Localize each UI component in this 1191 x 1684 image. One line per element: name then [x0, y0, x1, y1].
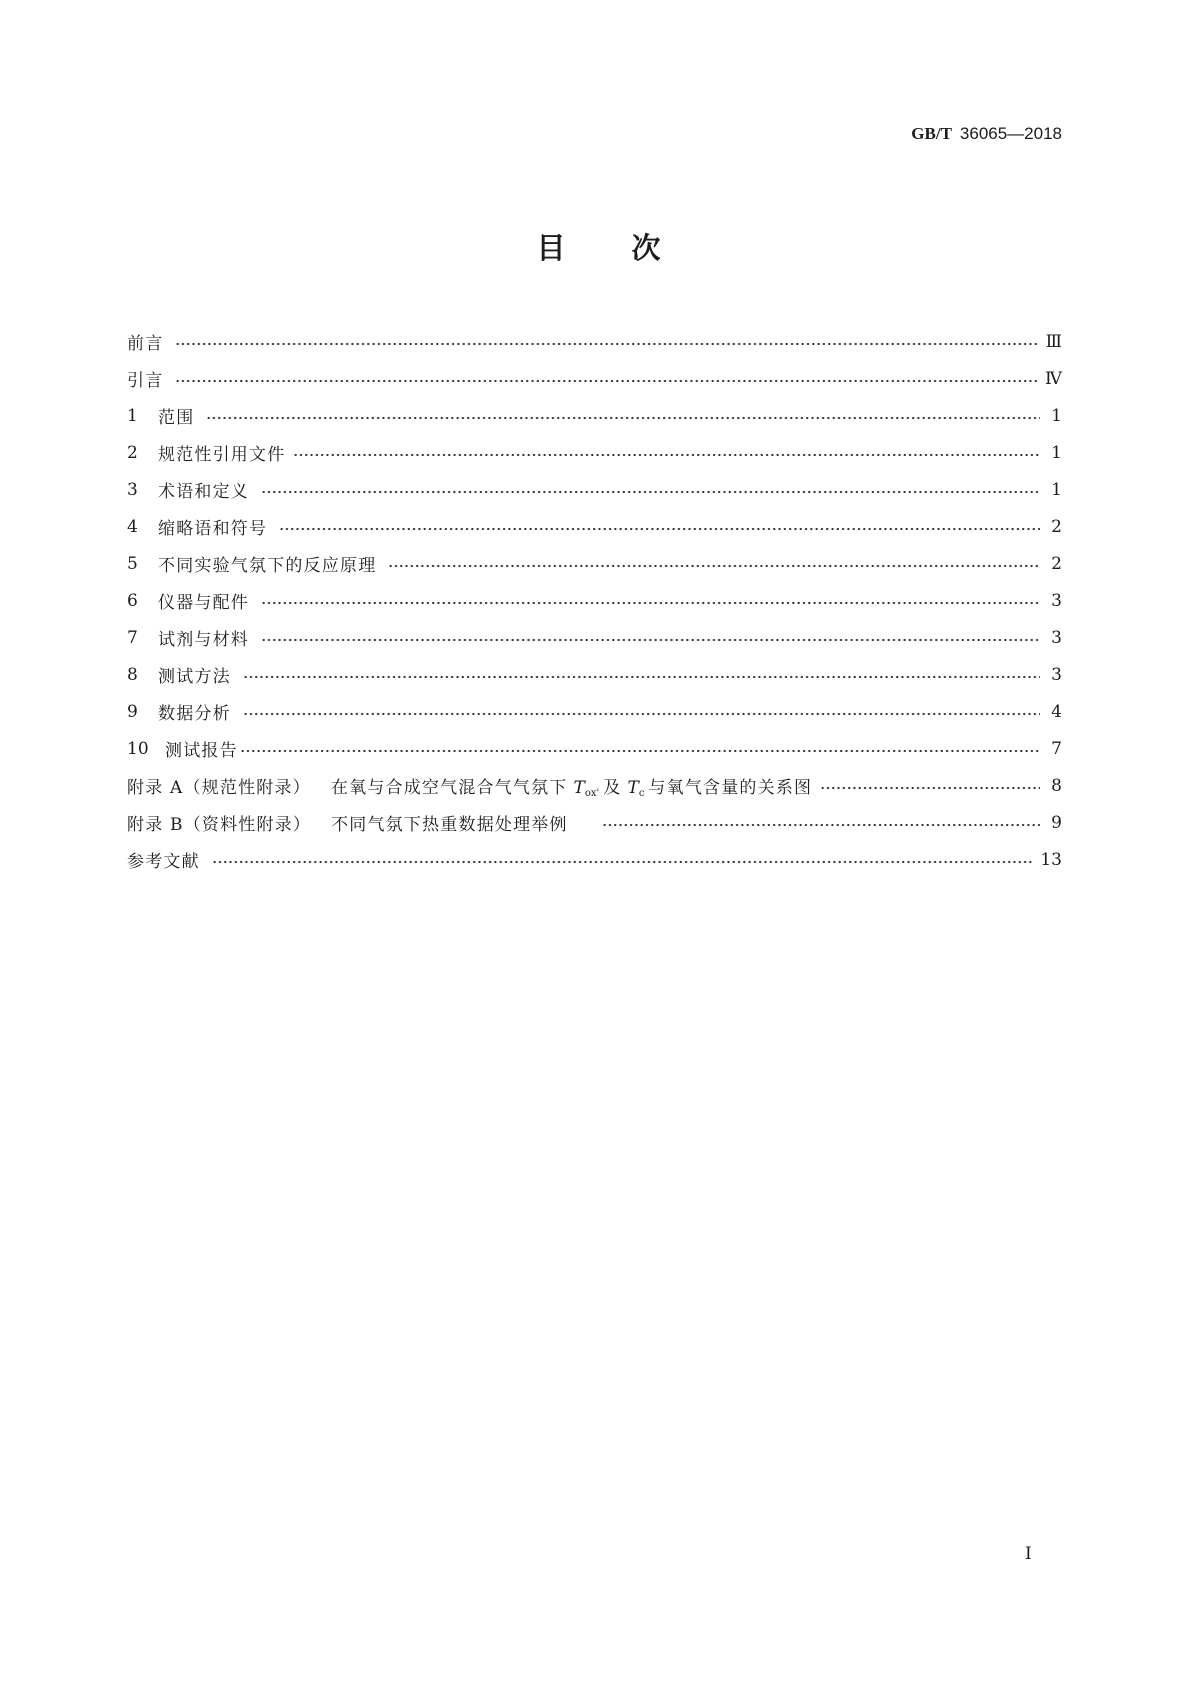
- toc-entry-number: 10: [127, 738, 149, 759]
- math-symbol: T: [573, 777, 585, 798]
- toc-entry-3: [127, 471, 1062, 508]
- dot-leader: [175, 341, 1037, 347]
- toc-entry-page: 3: [1051, 664, 1062, 685]
- dot-leader: [240, 748, 1040, 754]
- dot-leader: [602, 822, 1040, 828]
- dot-leader: [212, 859, 1033, 865]
- page-title-char-2: 次: [631, 231, 661, 265]
- toc-entry-page: 8: [1051, 775, 1062, 796]
- dot-leader: [206, 415, 1040, 421]
- dot-leader: [279, 526, 1040, 532]
- dot-leader: [243, 674, 1040, 680]
- toc-entry-title: 术语和定义: [158, 482, 249, 502]
- toc-entry-appendix-b: [127, 804, 1062, 841]
- math-subscript: ox': [584, 787, 600, 799]
- toc-entry-title: 测试方法: [158, 667, 231, 687]
- toc-entry-4: [127, 508, 1062, 545]
- toc-entry-title: 规范性引用文件: [158, 445, 286, 465]
- toc-entry-page: 7: [1051, 738, 1062, 759]
- toc-entry-title: 试剂与材料: [158, 630, 249, 650]
- appendix-title-text: 不同气氛下热重数据处理举例: [331, 815, 568, 835]
- toc-entry-references: [127, 841, 1062, 878]
- dot-leader: [261, 489, 1040, 495]
- toc-entry-page: 2: [1051, 516, 1062, 537]
- page-title-char-1: 目: [536, 231, 566, 265]
- toc-entry-page: Ⅲ: [1045, 331, 1062, 352]
- toc-entry-number: 7: [127, 627, 138, 648]
- toc-entry-page: 2: [1051, 553, 1062, 574]
- toc-entry-foreword: [127, 323, 1062, 360]
- toc-entry-title: 前言: [127, 334, 164, 354]
- toc-entry-10: [127, 730, 1062, 767]
- dot-leader: [175, 378, 1037, 384]
- dot-leader: [293, 452, 1040, 458]
- dot-leader: [243, 711, 1040, 717]
- toc-entry-7: [127, 619, 1062, 656]
- dot-leader: [261, 637, 1040, 643]
- toc-entry-page: 13: [1040, 849, 1062, 870]
- toc-entry-6: [127, 582, 1062, 619]
- toc-entry-number: 4: [127, 516, 138, 537]
- appendix-title-text: 在氧与合成空气混合气气氛下: [330, 777, 568, 798]
- toc-entry-title: 缩略语和符号: [158, 519, 268, 539]
- toc-entry-number: 5: [127, 553, 138, 574]
- toc-entry-8: [127, 656, 1062, 693]
- toc-entry-page: 1: [1051, 479, 1062, 500]
- toc-entry-number: 2: [127, 442, 138, 463]
- toc-entry-title: 范围: [158, 408, 195, 428]
- toc-entry-number: 8: [127, 664, 138, 685]
- toc-entry-page: Ⅳ: [1045, 368, 1062, 389]
- toc-entry-page: 1: [1051, 405, 1062, 426]
- toc-entry-title: 引言: [127, 371, 164, 391]
- toc-entry-page: 3: [1051, 590, 1062, 611]
- toc-entry-1: [127, 397, 1062, 434]
- appendix-prefix: 附录 B（资料性附录）: [127, 815, 312, 835]
- toc-entry-title: 数据分析: [158, 704, 231, 724]
- page-number: I: [1025, 1544, 1032, 1564]
- toc-entry-title: 不同实验气氛下的反应原理: [158, 556, 377, 576]
- math-symbol: T: [627, 777, 639, 798]
- table-of-contents: [127, 323, 1062, 878]
- toc-entry-page: 4: [1051, 701, 1062, 722]
- toc-entry-title: [127, 810, 568, 835]
- toc-entry-number: 9: [127, 701, 138, 722]
- standard-header: [911, 124, 1062, 144]
- appendix-title-text: 及: [603, 777, 622, 798]
- toc-entry-title: 参考文献: [127, 852, 200, 872]
- toc-entry-number: 6: [127, 590, 138, 611]
- page-title: [0, 226, 1191, 267]
- appendix-prefix: 附录 A（规范性附录）: [127, 777, 311, 798]
- toc-entry-page: 9: [1051, 812, 1062, 833]
- standard-number: 36065—2018: [959, 124, 1062, 143]
- toc-entry-introduction: [127, 360, 1062, 397]
- toc-entry-title: 测试报告: [165, 741, 238, 761]
- toc-entry-number: 3: [127, 479, 138, 500]
- toc-entry-title: [127, 773, 812, 799]
- toc-entry-5: [127, 545, 1062, 582]
- toc-entry-page: 3: [1051, 627, 1062, 648]
- dot-leader: [261, 600, 1040, 606]
- toc-entry-title: 仪器与配件: [158, 593, 249, 613]
- dot-leader: [388, 563, 1040, 569]
- toc-entry-9: [127, 693, 1062, 730]
- toc-entry-appendix-a: [127, 767, 1062, 804]
- toc-entry-2: [127, 434, 1062, 471]
- math-subscript: c: [638, 787, 645, 799]
- standard-code: GB/T: [911, 124, 952, 143]
- toc-entry-number: 1: [127, 405, 138, 426]
- toc-entry-page: 1: [1051, 442, 1062, 463]
- appendix-title-text: 与氧气含量的关系图: [648, 777, 813, 798]
- dot-leader: [820, 785, 1040, 791]
